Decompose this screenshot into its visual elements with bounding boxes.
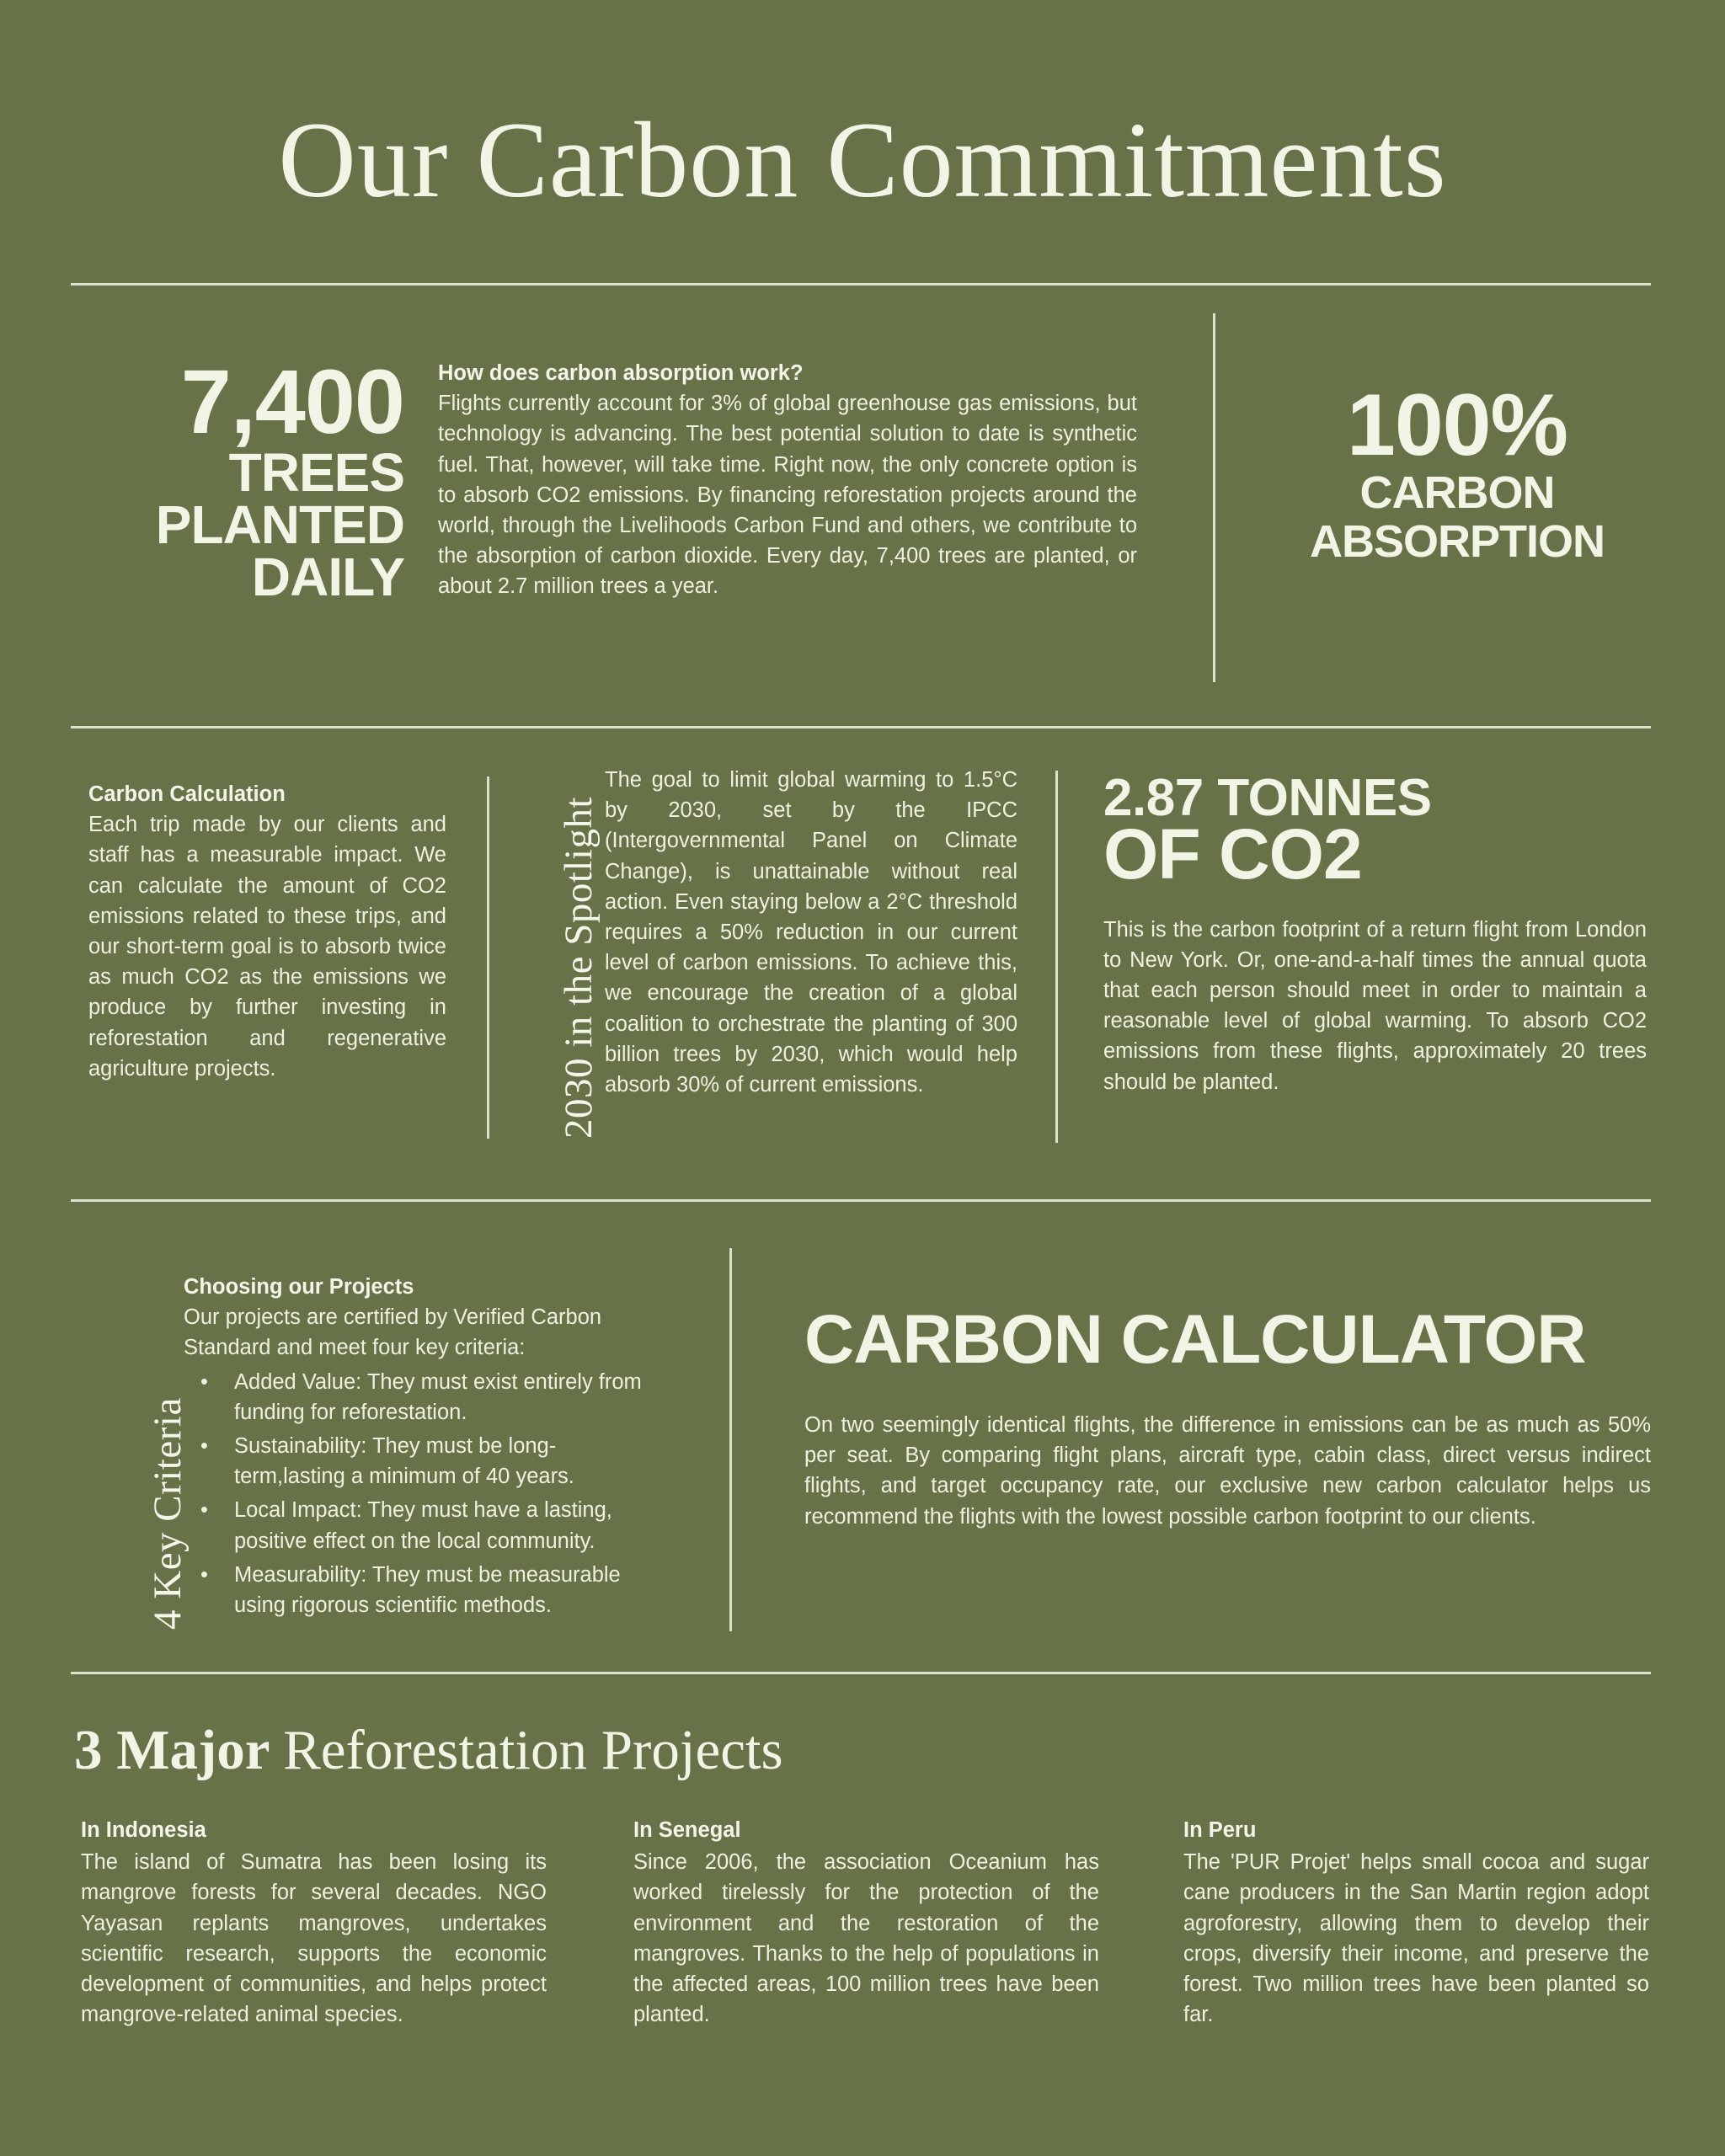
trees-stat-block (67, 350, 404, 607)
carbon-calculation-heading: Carbon Calculation (88, 782, 286, 806)
projects-title-light: Reforestation Projects (283, 1719, 783, 1781)
carbon-calculation-block (88, 779, 446, 1084)
divider-after-section1 (71, 726, 1651, 728)
co2-tonnes-unit: OF CO2 (1103, 814, 1362, 894)
project-body: The island of Sumatra has been losing its mangrove forests for several decades. NGO Yayasan replants mangroves, undertakes scientific research, supports the economic development of communities, and helps protect mangrove-related animal species. (81, 1850, 547, 2027)
list-item (184, 1495, 664, 1556)
project-heading: In Senegal (633, 1818, 741, 1842)
spotlight-body: The goal to limit global warming to 1.5°C by 2030, set by the IPCC (Intergovernmental Panel on Climate Change), is unattainable without real action. Even staying below a 2°C threshold requires a 50% reduction in our current level of carbon emissions. To achieve this, we encourage the creation of a global coalition to orchestrate the planting of 300 billion trees by 2030, which would help absorb 30% of current emissions. (605, 768, 1017, 1097)
criteria-rotated-label: 4 Key Criteria (146, 1397, 190, 1630)
carbon-calculation-body: Each trip made by our clients and staff has a measurable impact. We can calculate the amount of CO2 emissions related to these trips, and our short-term goal is to absorb twice as much CO2 as the emissions we produce by further investing in reforestation and regenerative agriculture projects. (88, 813, 446, 1081)
carbon-absorption-heading: How does carbon absorption work? (438, 361, 804, 385)
projects-title-strong: 3 Major (74, 1719, 284, 1781)
trees-stat-label-planted: PLANTED (155, 494, 404, 555)
project-heading: In Indonesia (81, 1818, 206, 1842)
choosing-projects-heading: Choosing our Projects (184, 1275, 414, 1299)
project-column-senegal (633, 1815, 1099, 2030)
divider-after-section2 (71, 1199, 1651, 1202)
project-column-indonesia (81, 1815, 547, 2030)
carbon-calculator-title: CARBON CALCULATOR (804, 1301, 1586, 1378)
absorption-label-carbon: CARBON (1359, 467, 1555, 518)
bullet-icon: • (200, 1498, 208, 1523)
list-item (184, 1431, 664, 1492)
project-body: The 'PUR Projet' helps small cocoa and sugar cane producers in the San Martin region adopt agroforestry, allowing them to develop their crops, diversify their income, and preserve the forest. Two million trees have been planted so far. (1183, 1850, 1649, 2027)
choosing-projects-intro: Our projects are certified by Verified Carbon Standard and meet four key criteria: (184, 1305, 602, 1360)
project-body: Since 2006, the association Oceanium has worked tirelessly for the protection of the environment and the restoration of the mangroves. Thanks to the help of populations in the affected areas, 100 million trees have been planted. (633, 1850, 1099, 2027)
projects-section-title (74, 1718, 783, 1783)
carbon-absorption-body: Flights currently account for 3% of global greenhouse gas emissions, but technology is advancing. The best potential solution to date is synthetic fuel. That, however, will take time. Right now, the only concrete option is to absorb CO2 emissions. By financing reforestation projects around the world, through the Livelihoods Carbon Fund and others, we contribute to the absorption of carbon dioxide. Every day, 7,400 trees are planted, or about 2.7 million trees a year. (438, 392, 1137, 599)
bullet-icon: • (200, 1562, 208, 1587)
co2-footprint-body: This is the carbon footprint of a return flight from London to New York. Or, one-and-a-half times the annual quota that each person should meet in order to maintain a reasonable level of global warming. To absorb CO2 emissions from these flights, approximately 20 trees should be planted. (1103, 917, 1647, 1094)
divider-top (71, 283, 1651, 286)
criteria-list (184, 1367, 664, 1621)
spotlight-rotated-label: 2030 in the Spotlight (557, 796, 601, 1139)
criteria-item-text: Added Value: They must exist entirely from funding for reforestation. (234, 1369, 642, 1424)
trees-stat-number: 7,400 (180, 350, 404, 452)
co2-footprint-block (1103, 769, 1647, 1097)
carbon-absorption-article (438, 358, 1137, 602)
absorption-highlight-block (1238, 376, 1676, 568)
co2-tonnes-value: 2.87 TONNES (1103, 769, 1432, 827)
absorption-percent: 100% (1347, 376, 1567, 474)
project-heading: In Peru (1183, 1818, 1257, 1842)
divider-after-section3 (71, 1672, 1651, 1674)
spotlight-body-block (605, 765, 1017, 1100)
bullet-icon: • (200, 1434, 208, 1459)
trees-stat-label-trees: TREES (228, 441, 404, 503)
carbon-calculator-body: On two seemingly identical flights, the difference in emissions can be as much as 50% per seat. By comparing flight plans, aircraft type, cabin class, direct versus indirect flights, and target occupancy rate, our exclusive new carbon calculator helps us recommend the flights with the lowest possible carbon footprint to our clients. (804, 1413, 1651, 1529)
divider-vertical-section2-left (487, 776, 489, 1139)
divider-vertical-section2-right (1055, 771, 1058, 1143)
carbon-calculator-block (804, 1301, 1651, 1532)
list-item (184, 1560, 664, 1620)
trees-stat-label-daily: DAILY (251, 546, 404, 607)
bullet-icon: • (200, 1369, 208, 1394)
absorption-label-absorption: ABSORPTION (1309, 516, 1605, 568)
project-column-peru (1183, 1815, 1649, 2030)
list-item (184, 1367, 664, 1428)
criteria-item-text: Local Impact: They must have a lasting, positive effect on the local community. (234, 1498, 612, 1553)
choosing-projects-block (184, 1272, 664, 1624)
criteria-item-text: Sustainability: They must be long-term,lasting a minimum of 40 years. (234, 1434, 574, 1489)
divider-vertical-section3 (729, 1248, 732, 1631)
divider-vertical-section1 (1213, 313, 1215, 682)
criteria-item-text: Measurability: They must be measurable using rigorous scientific methods. (234, 1562, 621, 1618)
page-title: Our Carbon Commitments (278, 100, 1447, 220)
